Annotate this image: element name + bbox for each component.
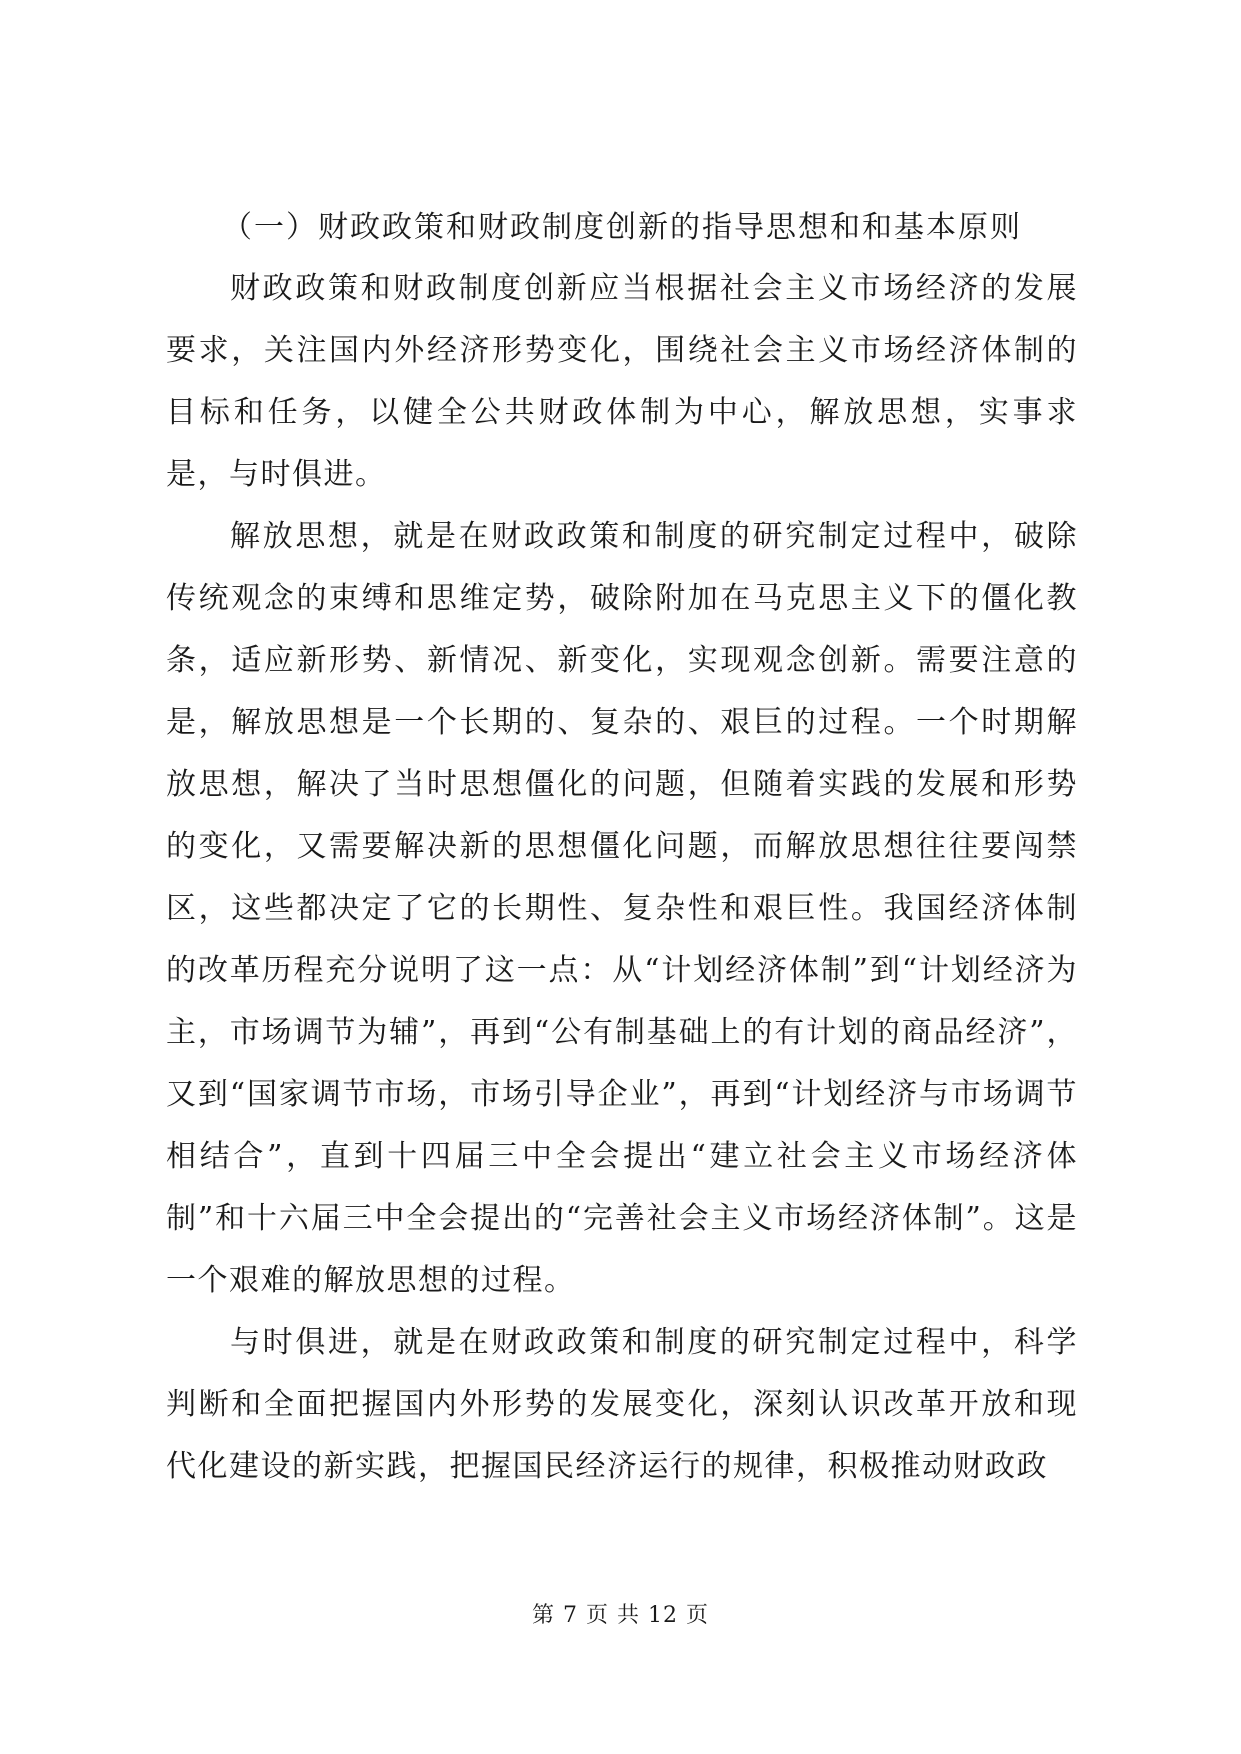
page-number-footer: 第 7 页 共 12 页 bbox=[532, 1603, 709, 1628]
paragraph-1: 财政政策和财政制度创新应当根据社会主义市场经济的发展要求，关注国内外经济形势变化，围绕社会主义市场经济体制的目标和任务，以健全公共财政体制为中心，解放思想，实事求是，与时俱进。 bbox=[166, 271, 1078, 492]
paragraph-2: 解放思想，就是在财政政策和制度的研究制定过程中，破除传统观念的束缚和思维定势，破除附加在马克思主义下的僵化教条，适应新形势、新情况、新变化，实现观念创新。需要注意的是，解放思想是一个长期的、复杂的、艰巨的过程。一个时期解放思想，解决了当时思想僵化的问题，但随着实践的发展和形势的变化，又需要解决新的思想僵化问题，而解放思想往往要闯禁区，这些都决定了它的长期性、复杂性和艰巨性。我国经济体制的改革历程充分说明了这一点：从“计划经济体制”到“计划经济为主，市场调节为辅”，再到“公有制基础上的有计划的商品经济”，又到“国家调节市场，市场引导企业”，再到“计划经济与市场调节相结合”，直到十四届三中全会提出“建立社会主义市场经济体制”和十六届三中全会提出的“完善社会主义市场经济体制”。这是一个艰难的解放思想的过程。 bbox=[166, 519, 1078, 1298]
section-heading: （一）财政政策和财政制度创新的指导思想和和基本原则 bbox=[222, 210, 1022, 245]
paragraph-3: 与时俱进，就是在财政政策和制度的研究制定过程中，科学判断和全面把握国内外形势的发展变化，深刻认识改革开放和现代化建设的新实践，把握国民经济运行的规律，积极推动财政政 bbox=[166, 1325, 1078, 1484]
document-body bbox=[166, 198, 1078, 1498]
